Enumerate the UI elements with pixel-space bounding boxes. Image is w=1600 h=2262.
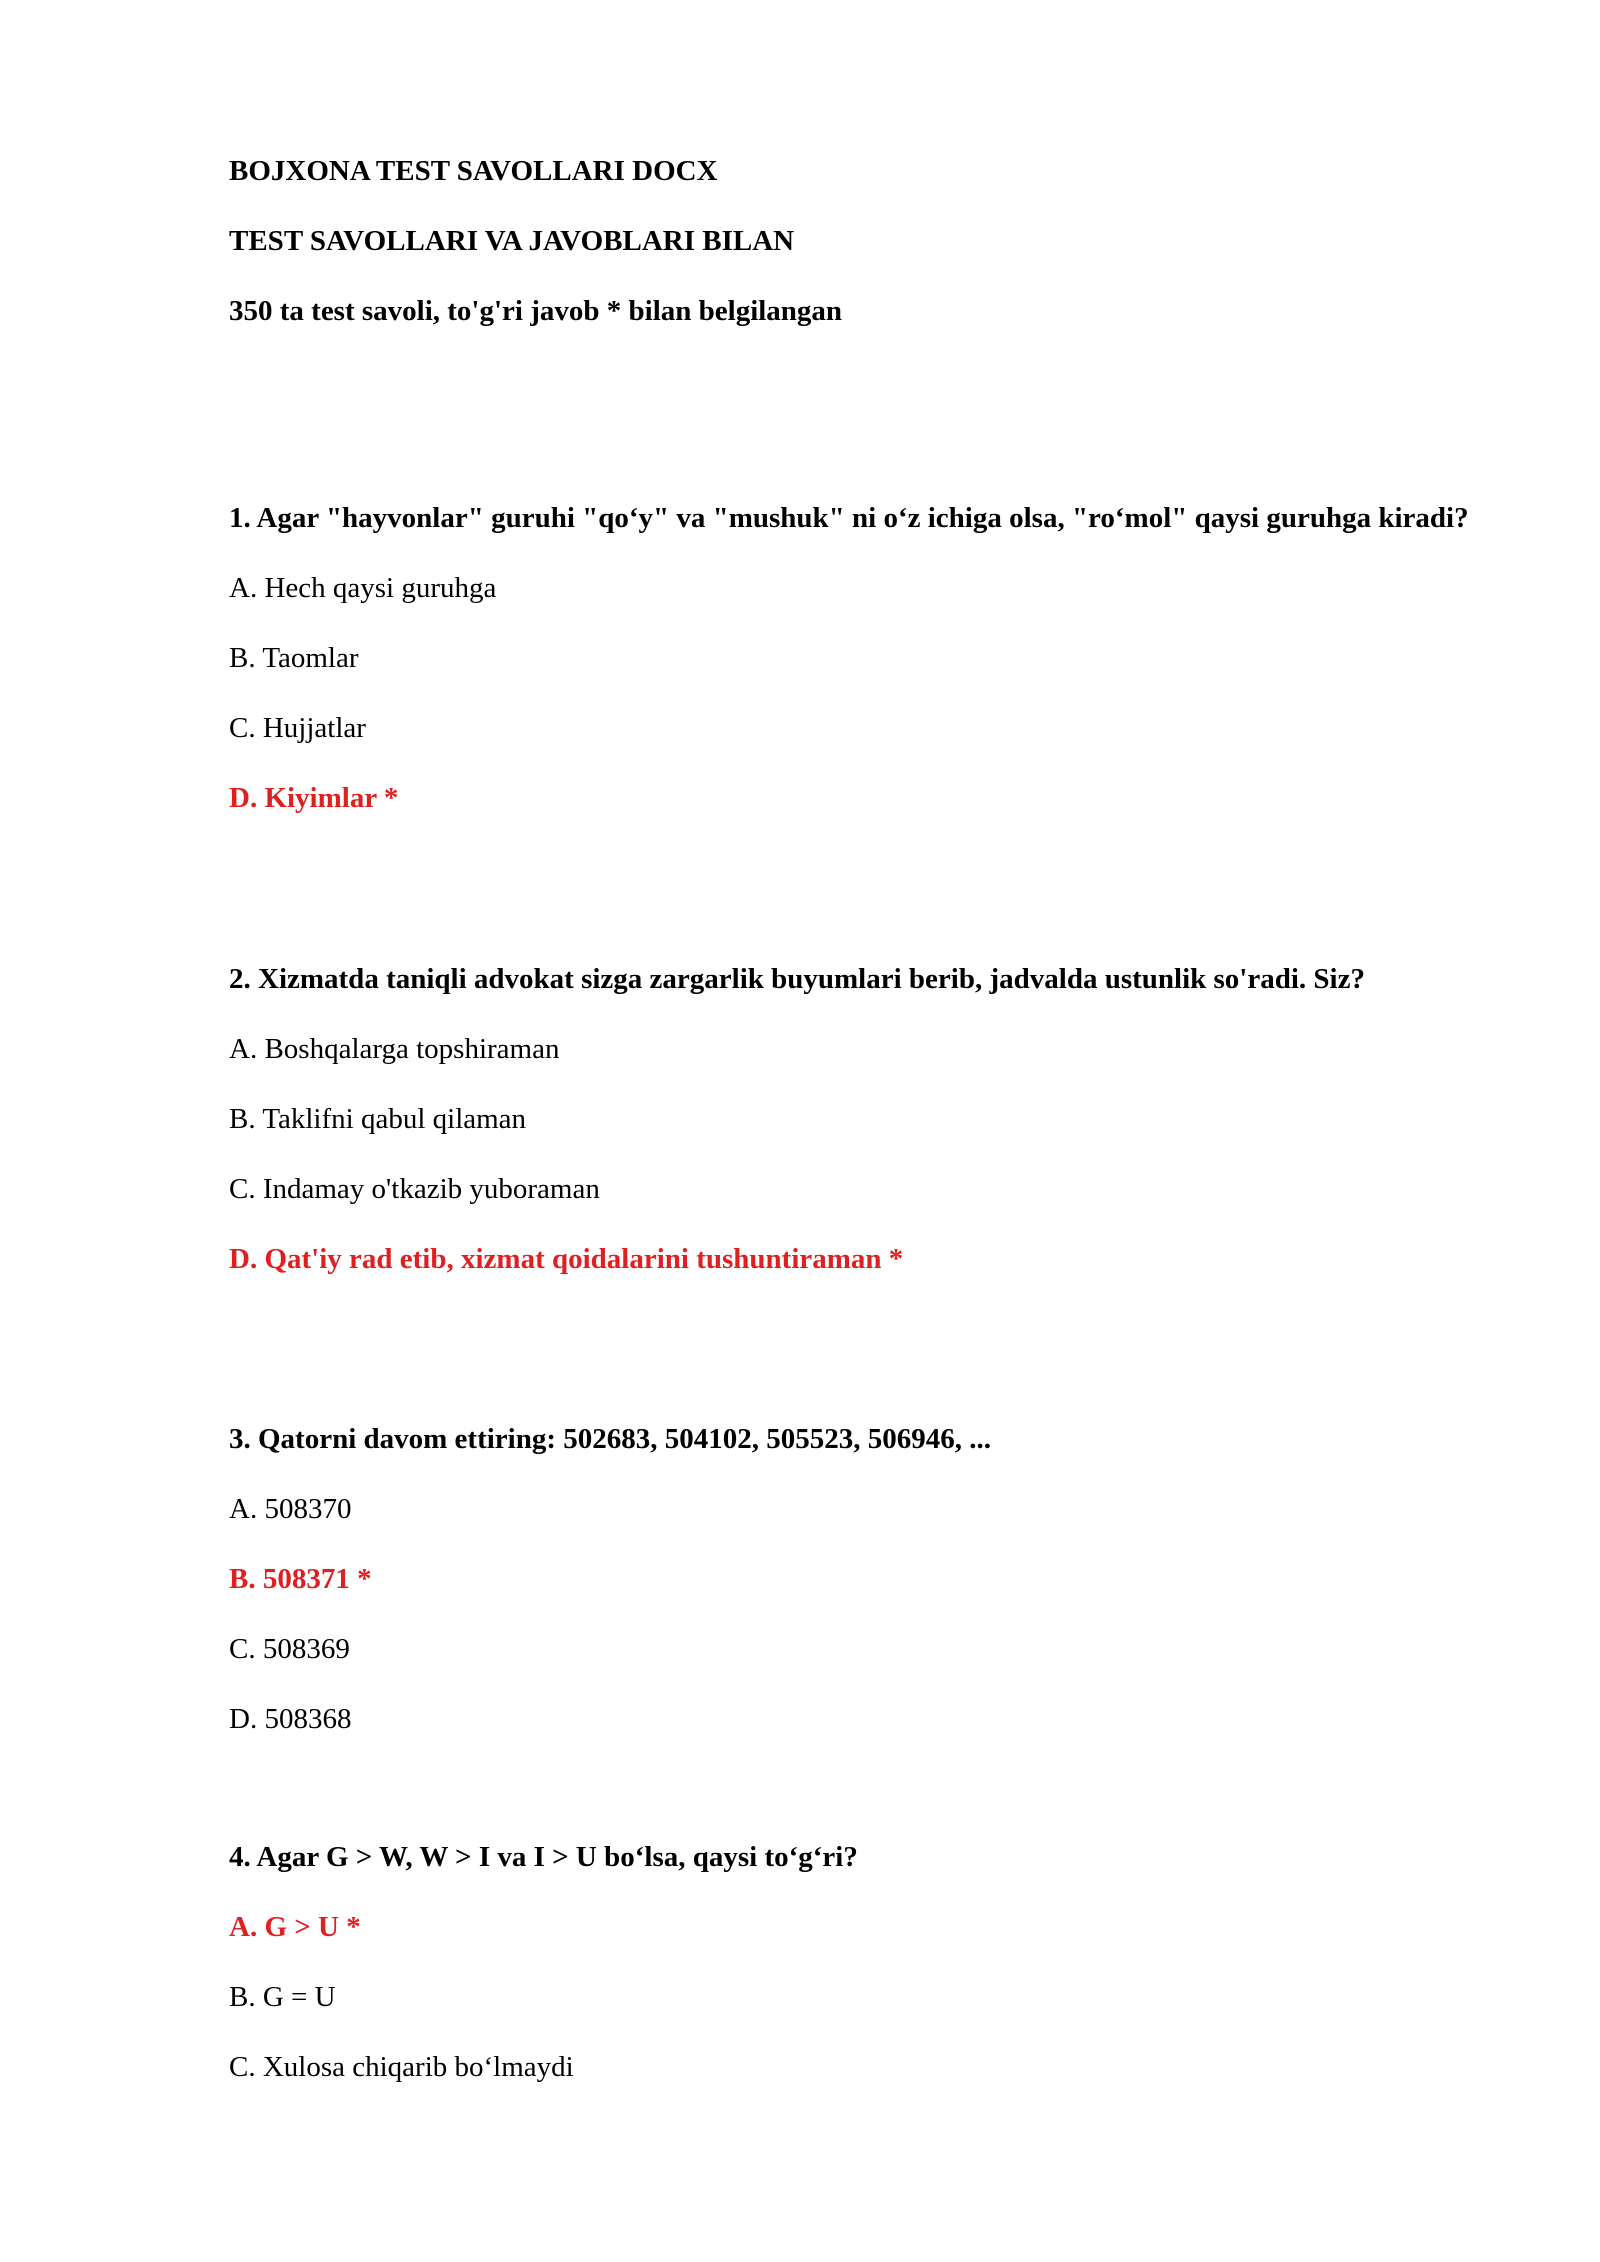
correct-answer-option: D. Kiyimlar * bbox=[229, 782, 399, 814]
question-block-3 bbox=[229, 1418, 1469, 1768]
correct-answer-option: A. G > U * bbox=[229, 1911, 361, 1943]
question-block-2 bbox=[229, 958, 1469, 1308]
question-text: 4. Agar G > W, W > I va I > U bo‘lsa, qaysi to‘g‘ri? bbox=[229, 1841, 858, 1873]
question-block-1 bbox=[229, 497, 1469, 847]
question-text: 3. Qatorni davom ettiring: 502683, 504102, 505523, 506946, ... bbox=[229, 1423, 992, 1455]
answer-option: D. 508368 bbox=[229, 1703, 352, 1735]
question-text: 1. Agar "hayvonlar" guruhi "qo‘y" va "mushuk" ni o‘z ichiga olsa, "ro‘mol" qaysi guruhga kiradi? bbox=[229, 502, 1469, 534]
answer-option: C. Indamay o'tkazib yuboraman bbox=[229, 1173, 600, 1205]
question-text: 2. Xizmatda taniqli advokat sizga zargarlik buyumlari berib, jadvalda ustunlik so'radi. Siz? bbox=[229, 963, 1365, 995]
answer-option: A. Boshqalarga topshiraman bbox=[229, 1033, 560, 1065]
answer-option: C. Xulosa chiqarib bo‘lmaydi bbox=[229, 2051, 574, 2083]
document-header bbox=[229, 150, 1469, 333]
question-block-4 bbox=[229, 1836, 1469, 2116]
correct-answer-option: D. Qat'iy rad etib, xizmat qoidalarini tushuntiraman * bbox=[229, 1243, 904, 1275]
answer-option: C. Hujjatlar bbox=[229, 712, 366, 744]
document-subtitle: TEST SAVOLLARI VA JAVOBLARI BILAN bbox=[229, 225, 795, 257]
answer-option: B. Taklifni qabul qilaman bbox=[229, 1103, 527, 1135]
answer-option: B. G = U bbox=[229, 1981, 336, 2013]
correct-answer-option: B. 508371 * bbox=[229, 1563, 372, 1595]
document-note: 350 ta test savoli, to'g'ri javob * bilan belgilangan bbox=[229, 295, 843, 327]
document-title: BOJXONA TEST SAVOLLARI DOCX bbox=[229, 155, 718, 187]
answer-option: C. 508369 bbox=[229, 1633, 350, 1665]
answer-option: A. 508370 bbox=[229, 1493, 352, 1525]
answer-option: A. Hech qaysi guruhga bbox=[229, 572, 497, 604]
answer-option: B. Taomlar bbox=[229, 642, 359, 674]
